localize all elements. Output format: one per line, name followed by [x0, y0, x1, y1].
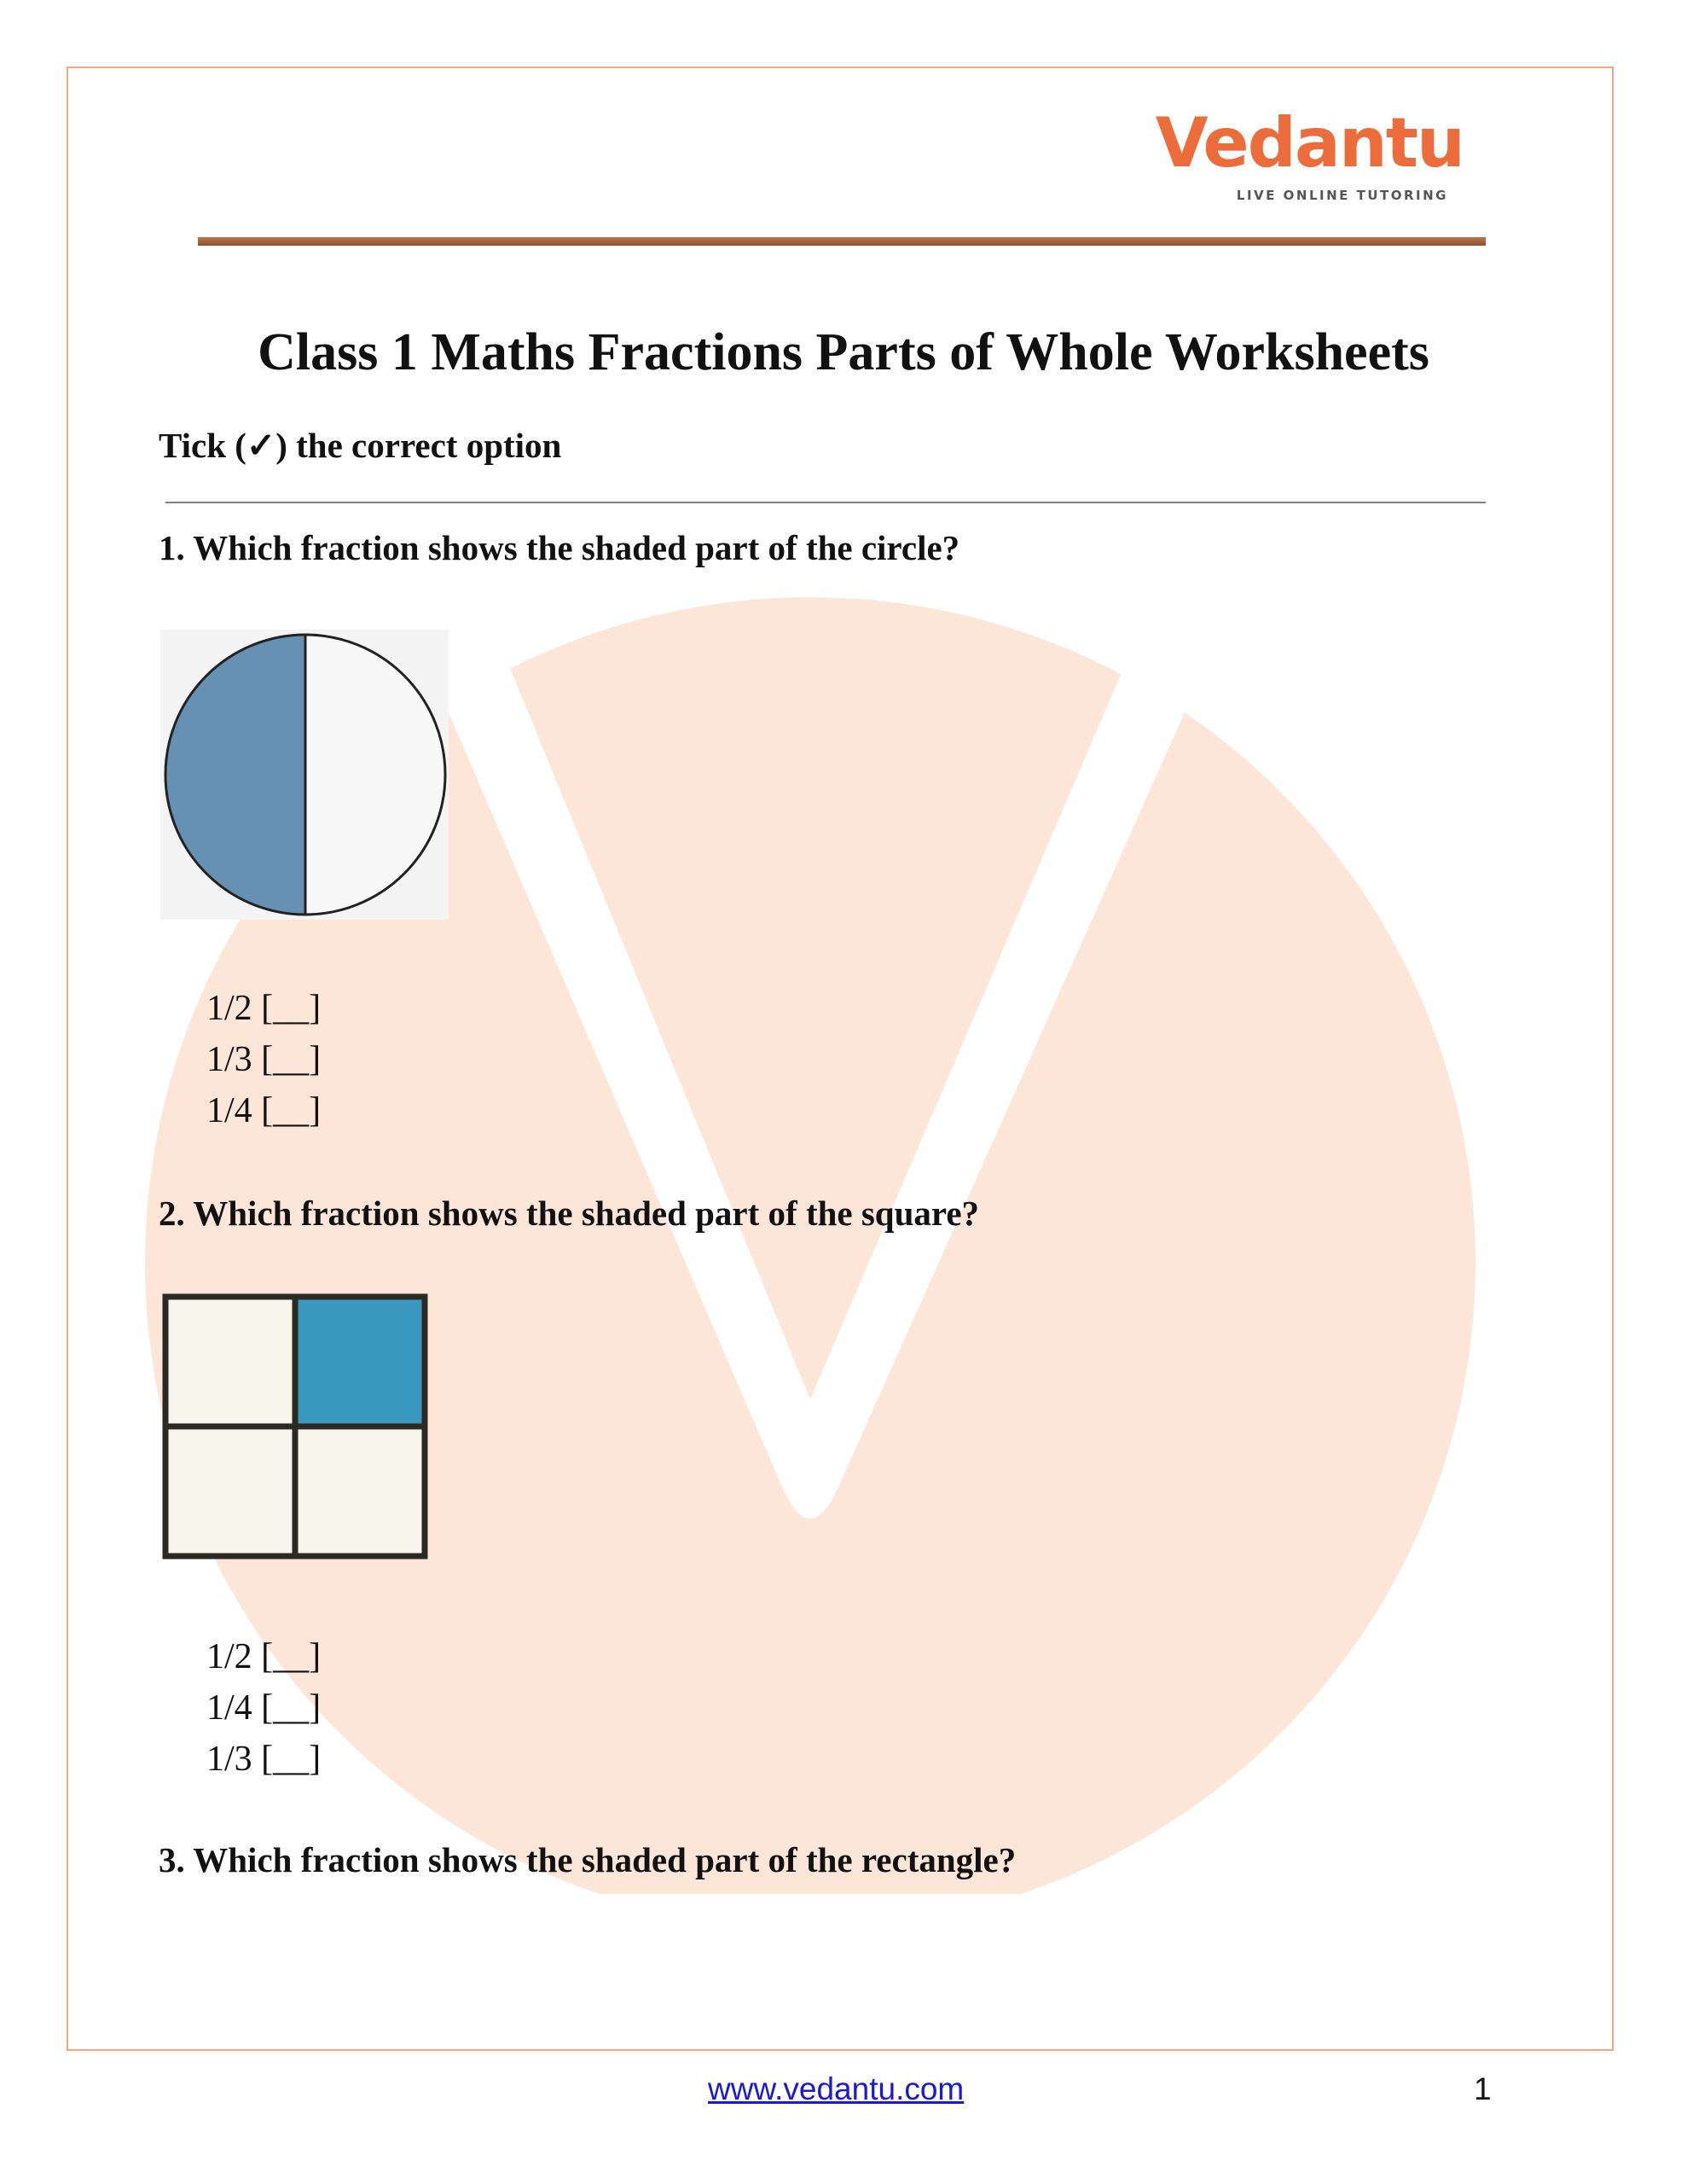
question-2-options — [206, 1631, 321, 1785]
square-cell-bottom-right — [295, 1426, 425, 1556]
question-3-text: 3. Which fraction shows the shaded part of the rectangle? — [159, 1840, 1017, 1879]
header-divider — [198, 237, 1486, 246]
square-cell-top-left — [165, 1297, 295, 1426]
question-1-options — [206, 983, 321, 1136]
page-number: 1 — [1474, 2071, 1492, 2106]
instruction-text: Tick (✓) the correct option — [159, 426, 562, 465]
square-figure — [162, 1293, 432, 1563]
footer-website-link[interactable]: www.vedantu.com — [708, 2071, 965, 2106]
brand-logo — [1155, 103, 1464, 212]
question-1-text: 1. Which fraction shows the shaded part of the circle? — [159, 528, 960, 567]
question-2-option-1[interactable]: 1/2 [__] — [206, 1637, 322, 1676]
square-cell-bottom-left — [165, 1426, 295, 1556]
question-1-option-1[interactable]: 1/2 [__] — [206, 989, 322, 1028]
question-1-option-2[interactable]: 1/3 [__] — [206, 1040, 322, 1079]
logo-tagline: LIVE ONLINE TUTORING — [1236, 188, 1448, 203]
question-2-option-3[interactable]: 1/3 [__] — [206, 1740, 322, 1779]
question-2-text: 2. Which fraction shows the shaded part of the square? — [159, 1194, 980, 1233]
page-title: Class 1 Maths Fractions Parts of Whole Worksheets — [258, 323, 1429, 381]
circle-figure — [160, 630, 449, 920]
question-1-option-3[interactable]: 1/4 [__] — [206, 1091, 322, 1130]
logo-wordmark: Vedantu — [1155, 103, 1464, 183]
square-cell-top-right-shaded — [295, 1297, 425, 1426]
section-divider — [165, 502, 1486, 503]
question-2-option-2[interactable]: 1/4 [__] — [206, 1688, 322, 1728]
